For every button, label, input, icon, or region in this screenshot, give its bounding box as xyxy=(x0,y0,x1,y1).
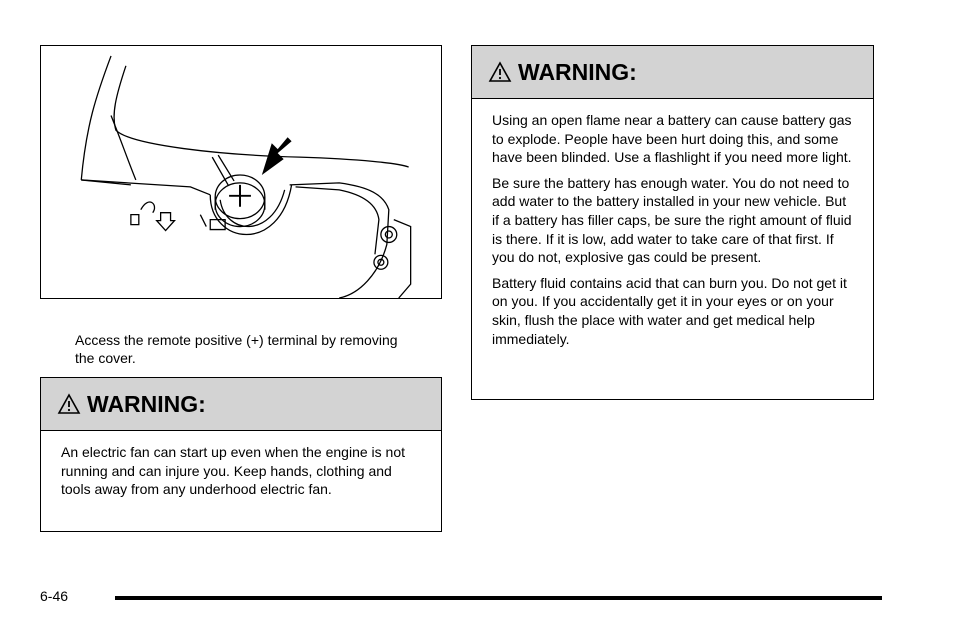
warning-body xyxy=(472,99,873,348)
page-number: 6-46 xyxy=(40,588,69,604)
battery-warning-box xyxy=(471,45,874,400)
battery-terminal-illustration xyxy=(41,46,441,298)
warning-paragraph: Using an open flame near a battery can cause battery gas to explode. People have been hurt doing this, and some have been blinded. Use a flashlight if you need more light. xyxy=(492,112,852,166)
warning-body xyxy=(41,431,441,499)
figure-caption: Access the remote positive (+) terminal by removing the cover. xyxy=(75,332,398,366)
warning-paragraph: Battery fluid contains acid that can burn you. Do not get it on you. If you accidentally get it in your eyes or on your skin, flush the place with water and get medical help immediately. xyxy=(492,274,847,347)
warning-triangle-icon xyxy=(488,61,512,83)
warning-paragraph: Be sure the battery has enough water. You do not need to add water to the battery installed in your new vehicle. But if a battery has filler caps, be sure the right amount of fluid is there. If it is low, add water to take care of that first. If you do not, explosive gas could be present. xyxy=(492,174,852,266)
warning-paragraph: An electric fan can start up even when the engine is not running and can injure you. Keep hands, clothing and tools away from any underhood electric fan. xyxy=(61,444,405,498)
battery-terminal-figure xyxy=(40,45,442,299)
warning-header xyxy=(472,46,873,99)
warning-title: WARNING: xyxy=(518,58,637,85)
warning-header xyxy=(41,378,441,431)
warning-title: WARNING: xyxy=(87,390,206,417)
footer-rule xyxy=(115,596,882,600)
warning-triangle-icon xyxy=(57,393,81,415)
fan-warning-box xyxy=(40,377,442,532)
